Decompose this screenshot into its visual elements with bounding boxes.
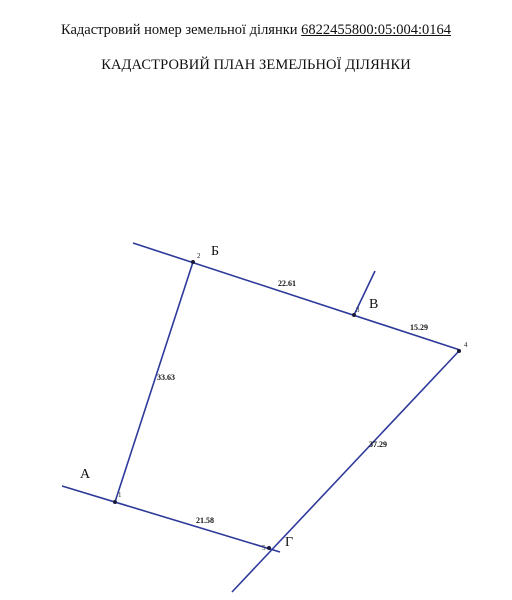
plan-title: КАДАСТРОВИЙ ПЛАН ЗЕМЕЛЬНОЇ ДІЛЯНКИ (101, 57, 411, 73)
boundary-line-1-5 (62, 486, 280, 552)
boundary-line-4-5 (232, 351, 459, 592)
vertex-dot-4 (457, 349, 461, 353)
cadastral-number: 6822455800:05:004:0164 (301, 22, 452, 38)
segment-length-3-4: 15.29 (410, 323, 428, 332)
point-number-3: 3 (356, 306, 360, 314)
segment-length-5-1: 21.58 (196, 516, 214, 525)
segment-length-1-2: 33.63 (157, 373, 175, 382)
segment-length-4-5: 37.29 (369, 440, 387, 449)
vertex-dot-1 (113, 500, 117, 504)
segment-length-2-3: 22.61 (278, 279, 296, 288)
point-number-2: 2 (197, 252, 201, 260)
point-number-5: 5 (262, 544, 266, 552)
cadastral-label: Кадастровий номер земельної ділянки (60, 22, 298, 38)
point-letter-g: Г (285, 535, 294, 550)
point-number-1: 1 (118, 491, 122, 499)
point-letter-v: В (369, 297, 379, 312)
point-number-4: 4 (464, 341, 468, 349)
point-letter-b: Б (211, 244, 220, 259)
vertex-dot-5 (267, 546, 271, 550)
vertex-dot-2 (191, 260, 195, 264)
point-letter-a: А (80, 467, 91, 482)
boundary-line-1-2 (115, 262, 193, 502)
